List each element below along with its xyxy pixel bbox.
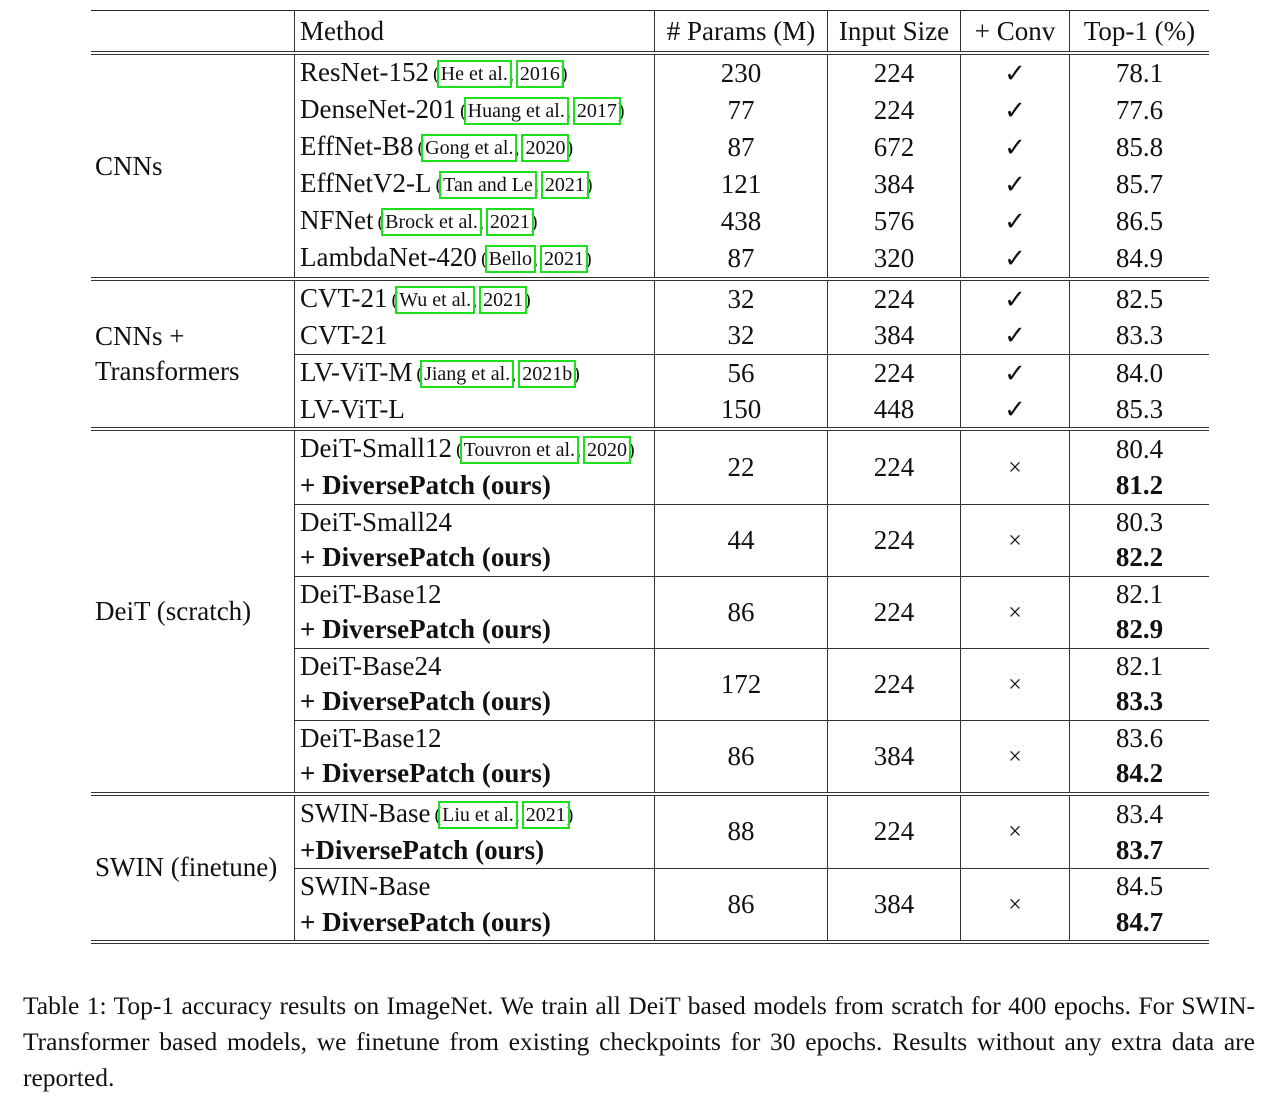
top1-cell-value: 86.5: [1115, 206, 1164, 236]
input-size-cell: [828, 429, 961, 504]
method-ours: +DiversePatch (ours): [300, 834, 545, 865]
conv-cell-value: ×: [1008, 527, 1022, 554]
method-cell: [295, 869, 655, 905]
conv-cell-value: ✓: [1004, 133, 1026, 162]
header-conv: + Conv: [961, 11, 1070, 54]
conv-cell-value: ×: [1008, 892, 1022, 918]
params-cell: [655, 240, 828, 279]
citation-year: 2021: [544, 174, 585, 196]
top1-ours-value: 82.2: [1115, 542, 1164, 573]
params-cell: [655, 392, 828, 430]
method-name: LV-ViT-L: [300, 393, 405, 424]
params-cell-value: 87: [727, 132, 755, 162]
conv-cell: [961, 392, 1070, 430]
params-cell-value: 22: [727, 451, 755, 482]
citation-year: 2020: [525, 137, 566, 159]
input-size-cell-value: 576: [873, 206, 915, 236]
conv-cell-value: ×: [1008, 671, 1022, 698]
conv-cell-value: ✓: [1004, 244, 1026, 273]
method-cell: [295, 279, 655, 318]
conv-cell-value: ✓: [1004, 170, 1026, 199]
method-name: EffNet-B8: [300, 131, 414, 161]
method-cell: [295, 468, 655, 504]
params-cell-value: 150: [720, 393, 762, 424]
top1-ours-value: 84.2: [1115, 758, 1164, 789]
citation-year: 2021: [543, 248, 584, 270]
params-cell: [655, 279, 828, 318]
method-cell: [295, 794, 655, 833]
header-top1: Top-1 (%): [1070, 11, 1210, 54]
method-cell: [295, 576, 655, 612]
citation-year: 2021: [525, 803, 566, 826]
citation-year: 2020: [587, 439, 628, 461]
params-cell: [655, 720, 828, 794]
input-size-cell-value: 320: [873, 243, 915, 273]
table-row: [91, 53, 1209, 92]
params-cell-value: 56: [727, 357, 755, 388]
results-table-wrapper: [91, 10, 1196, 944]
table-row: [91, 279, 1209, 318]
top1-cell-value: 82.5: [1115, 284, 1164, 314]
top1-base-value: 84.5: [1115, 871, 1164, 902]
params-cell: [655, 504, 828, 576]
top1-cell: [1070, 240, 1210, 279]
header-group: [91, 11, 295, 54]
top1-cell: [1070, 720, 1210, 756]
params-cell-value: 86: [727, 889, 755, 919]
params-cell: [655, 794, 828, 869]
params-cell-value: 77: [727, 95, 755, 125]
conv-cell: [961, 429, 1070, 504]
input-size-cell-value: 384: [873, 320, 915, 351]
method-ours: + DiversePatch (ours): [300, 614, 551, 645]
top1-cell: [1070, 318, 1210, 354]
table-row: [91, 794, 1209, 833]
citation[interactable]: (Touvron et al., 2020): [456, 439, 635, 461]
input-size-cell: [828, 166, 961, 203]
top1-cell: [1070, 648, 1210, 684]
citation-year: 2021: [483, 289, 524, 311]
top1-cell-value: 78.1: [1115, 58, 1164, 88]
method-cell: [295, 429, 655, 468]
conv-cell: [961, 53, 1070, 92]
conv-cell: [961, 354, 1070, 392]
input-size-cell-value: 384: [873, 889, 915, 919]
conv-cell: [961, 92, 1070, 129]
params-cell-value: 88: [727, 816, 755, 847]
params-cell: [655, 203, 828, 240]
citation-authors: Touvron et al.: [463, 439, 576, 461]
top1-cell: [1070, 905, 1210, 943]
method-name: EffNetV2-L: [300, 168, 432, 198]
top1-cell: [1070, 279, 1210, 318]
input-size-cell-value: 224: [873, 357, 915, 388]
input-size-cell-value: 224: [873, 95, 915, 125]
method-cell: [295, 833, 655, 869]
method-name: ResNet-152: [300, 57, 429, 87]
top1-ours-value: 84.7: [1115, 906, 1164, 937]
method-cell: [295, 612, 655, 648]
params-cell-value: 44: [727, 524, 755, 555]
table-header-row: [91, 11, 1209, 54]
citation-authors: Liu et al.: [442, 803, 514, 826]
citation-year: 2021b: [522, 362, 573, 385]
params-cell: [655, 129, 828, 166]
group-label: CNNs + Transformers: [95, 321, 240, 386]
group-label-cell: [91, 794, 295, 943]
top1-ours-value: 83.7: [1115, 834, 1164, 865]
method-cell: [295, 203, 655, 240]
citation[interactable]: (Bello, 2021): [480, 248, 592, 270]
top1-base-value: 82.1: [1115, 578, 1164, 609]
conv-cell-value: ✓: [1004, 59, 1026, 88]
top1-ours-value: 82.9: [1115, 614, 1164, 645]
conv-cell: [961, 648, 1070, 720]
params-cell: [655, 92, 828, 129]
conv-cell-value: ✓: [1004, 321, 1026, 351]
method-name: LambdaNet-420: [300, 242, 477, 272]
citation[interactable]: (Wu et al., 2021): [391, 289, 531, 311]
input-size-cell-value: 384: [873, 169, 915, 199]
conv-cell: [961, 720, 1070, 794]
method-ours: + DiversePatch (ours): [300, 758, 551, 789]
top1-cell-value: 84.9: [1115, 243, 1164, 273]
params-cell: [655, 166, 828, 203]
conv-cell: [961, 576, 1070, 648]
method-ours: + DiversePatch (ours): [300, 470, 551, 501]
params-cell: [655, 318, 828, 354]
method-ours: + DiversePatch (ours): [300, 542, 551, 573]
citation[interactable]: (Brock et al., 2021): [377, 211, 538, 233]
top1-ours-value: 83.3: [1115, 686, 1164, 717]
input-size-cell: [828, 576, 961, 648]
conv-cell-value: ×: [1008, 819, 1022, 846]
conv-cell: [961, 203, 1070, 240]
input-size-cell-value: 224: [873, 668, 915, 699]
conv-cell: [961, 279, 1070, 318]
top1-cell: [1070, 429, 1210, 468]
citation-authors: Tan and Le: [443, 174, 533, 196]
top1-cell: [1070, 166, 1210, 203]
top1-cell: [1070, 468, 1210, 504]
top1-base-value: 80.3: [1115, 506, 1164, 537]
params-cell: [655, 354, 828, 392]
params-cell-value: 172: [720, 668, 762, 699]
params-cell-value: 32: [727, 320, 755, 351]
citation[interactable]: (Huang et al., 2017): [459, 100, 625, 122]
conv-cell-value: ×: [1008, 599, 1022, 626]
method-cell: [295, 540, 655, 576]
conv-cell-value: ✓: [1004, 358, 1026, 388]
top1-cell: [1070, 756, 1210, 794]
params-cell: [655, 869, 828, 943]
input-size-cell-value: 672: [873, 132, 915, 162]
input-size-cell-value: 224: [873, 451, 915, 482]
method-cell: [295, 240, 655, 279]
group-label-cell: [91, 429, 295, 794]
input-size-cell: [828, 129, 961, 166]
method-cell: [295, 684, 655, 720]
top1-base-value: 80.4: [1115, 434, 1164, 464]
conv-cell: [961, 869, 1070, 943]
citation-year: 2017: [576, 100, 617, 122]
citation-authors: He et al.: [440, 63, 508, 85]
group-label: CNNs: [95, 150, 163, 181]
input-size-cell: [828, 392, 961, 430]
method-cell: [295, 92, 655, 129]
params-cell-value: 121: [720, 169, 762, 199]
input-size-cell: [828, 354, 961, 392]
citation-authors: Jiang et al.: [424, 362, 511, 385]
method-cell: [295, 756, 655, 794]
conv-cell: [961, 166, 1070, 203]
top1-base-value: 82.1: [1115, 650, 1164, 681]
method-cell: [295, 720, 655, 756]
input-size-cell: [828, 240, 961, 279]
conv-cell: [961, 794, 1070, 869]
method-cell: [295, 53, 655, 92]
method-cell: [295, 166, 655, 203]
conv-cell: [961, 240, 1070, 279]
conv-cell: [961, 504, 1070, 576]
top1-base-value: 83.6: [1115, 722, 1164, 753]
params-cell-value: 86: [727, 596, 755, 627]
input-size-cell-value: 448: [873, 393, 915, 424]
input-size-cell-value: 384: [873, 740, 915, 771]
conv-cell-value: ✓: [1004, 394, 1026, 424]
citation[interactable]: (Tan and Le, 2021): [435, 174, 593, 196]
input-size-cell: [828, 648, 961, 720]
method-name: DeiT-Small12: [300, 433, 452, 463]
top1-cell: [1070, 53, 1210, 92]
citation[interactable]: (Liu et al., 2021): [434, 803, 574, 826]
input-size-cell: [828, 53, 961, 92]
input-size-cell-value: 224: [873, 284, 915, 314]
input-size-cell: [828, 794, 961, 869]
conv-cell: [961, 318, 1070, 354]
params-cell: [655, 429, 828, 504]
top1-cell: [1070, 92, 1210, 129]
table-caption: Table 1: Top-1 accuracy results on ImageNet. We train all DeiT based models from scratch for 400 epochs. For SWIN-Transformer based models, we finetune from existing checkpoints for 30 epochs. Results without any extra data are reported.: [23, 990, 1255, 1092]
method-name: DeiT-Base12: [300, 578, 442, 609]
method-cell: [295, 905, 655, 943]
method-name: CVT-21: [300, 283, 388, 313]
method-name: DenseNet-201: [300, 94, 456, 124]
input-size-cell-value: 224: [873, 596, 915, 627]
conv-cell-value: ✓: [1004, 285, 1026, 314]
table-row: [91, 429, 1209, 468]
params-cell: [655, 576, 828, 648]
header-input-size: Input Size: [828, 11, 961, 54]
method-name: SWIN-Base: [300, 871, 431, 902]
top1-cell-value: 84.0: [1115, 357, 1164, 388]
method-cell: [295, 648, 655, 684]
top1-cell: [1070, 576, 1210, 612]
input-size-cell-value: 224: [873, 816, 915, 847]
conv-cell-value: ✓: [1004, 96, 1026, 125]
top1-cell: [1070, 612, 1210, 648]
method-cell: [295, 318, 655, 354]
group-label-cell: [91, 279, 295, 429]
citation-authors: Bello: [488, 248, 532, 270]
input-size-cell-value: 224: [873, 58, 915, 88]
top1-cell-value: 77.6: [1115, 95, 1164, 125]
group-label-cell: [91, 53, 295, 279]
method-name: DeiT-Small24: [300, 506, 452, 537]
group-label: DeiT (scratch): [95, 595, 252, 626]
top1-cell-value: 85.3: [1115, 393, 1164, 424]
input-size-cell-value: 224: [873, 524, 915, 555]
input-size-cell: [828, 504, 961, 576]
method-ours: + DiversePatch (ours): [300, 686, 551, 717]
method-cell: [295, 354, 655, 392]
params-cell-value: 230: [720, 58, 762, 88]
table-body: [91, 53, 1209, 942]
citation[interactable]: (Jiang et al., 2021b): [416, 362, 580, 385]
top1-cell: [1070, 504, 1210, 540]
top1-cell: [1070, 354, 1210, 392]
conv-cell-value: ✓: [1004, 207, 1026, 236]
conv-cell: [961, 129, 1070, 166]
top1-cell-value: 85.8: [1115, 132, 1164, 162]
method-name: NFNet: [300, 205, 374, 235]
top1-cell: [1070, 869, 1210, 905]
params-cell-value: 438: [720, 206, 762, 236]
top1-base-value: 83.4: [1115, 798, 1164, 829]
citation-year: 2016: [519, 63, 560, 85]
conv-cell-value: ×: [1008, 454, 1022, 481]
top1-cell: [1070, 833, 1210, 869]
citation-authors: Huang et al.: [467, 100, 565, 122]
input-size-cell: [828, 318, 961, 354]
method-name: LV-ViT-M: [300, 356, 413, 387]
method-cell: [295, 129, 655, 166]
method-name: SWIN-Base: [300, 797, 431, 828]
top1-cell: [1070, 392, 1210, 430]
citation[interactable]: (He et al., 2016): [432, 63, 568, 85]
citation-authors: Brock et al.: [385, 211, 478, 233]
input-size-cell: [828, 869, 961, 943]
top1-cell: [1070, 540, 1210, 576]
citation-authors: Gong et al.: [425, 137, 514, 159]
method-name: DeiT-Base12: [300, 722, 442, 753]
top1-cell: [1070, 203, 1210, 240]
top1-ours-value: 81.2: [1115, 470, 1164, 501]
group-label: SWIN (finetune): [95, 852, 278, 883]
params-cell-value: 87: [727, 243, 755, 273]
params-cell-value: 86: [727, 740, 755, 771]
method-cell: [295, 504, 655, 540]
results-table: [91, 10, 1209, 944]
top1-cell-value: 83.3: [1115, 320, 1164, 351]
citation-authors: Wu et al.: [399, 289, 472, 311]
params-cell: [655, 648, 828, 720]
input-size-cell: [828, 92, 961, 129]
conv-cell-value: ×: [1008, 743, 1022, 770]
citation-year: 2021: [489, 211, 530, 233]
method-name: CVT-21: [300, 320, 388, 351]
input-size-cell: [828, 279, 961, 318]
top1-cell: [1070, 684, 1210, 720]
input-size-cell: [828, 720, 961, 794]
method-cell: [295, 392, 655, 430]
header-method: Method: [295, 11, 655, 54]
params-cell-value: 32: [727, 284, 755, 314]
header-params: # Params (M): [655, 11, 828, 54]
method-name: DeiT-Base24: [300, 650, 442, 681]
citation[interactable]: (Gong et al., 2020): [417, 137, 574, 159]
params-cell: [655, 53, 828, 92]
top1-cell-value: 85.7: [1115, 169, 1164, 199]
top1-cell: [1070, 794, 1210, 833]
method-ours: + DiversePatch (ours): [300, 906, 551, 937]
top1-cell: [1070, 129, 1210, 166]
input-size-cell: [828, 203, 961, 240]
